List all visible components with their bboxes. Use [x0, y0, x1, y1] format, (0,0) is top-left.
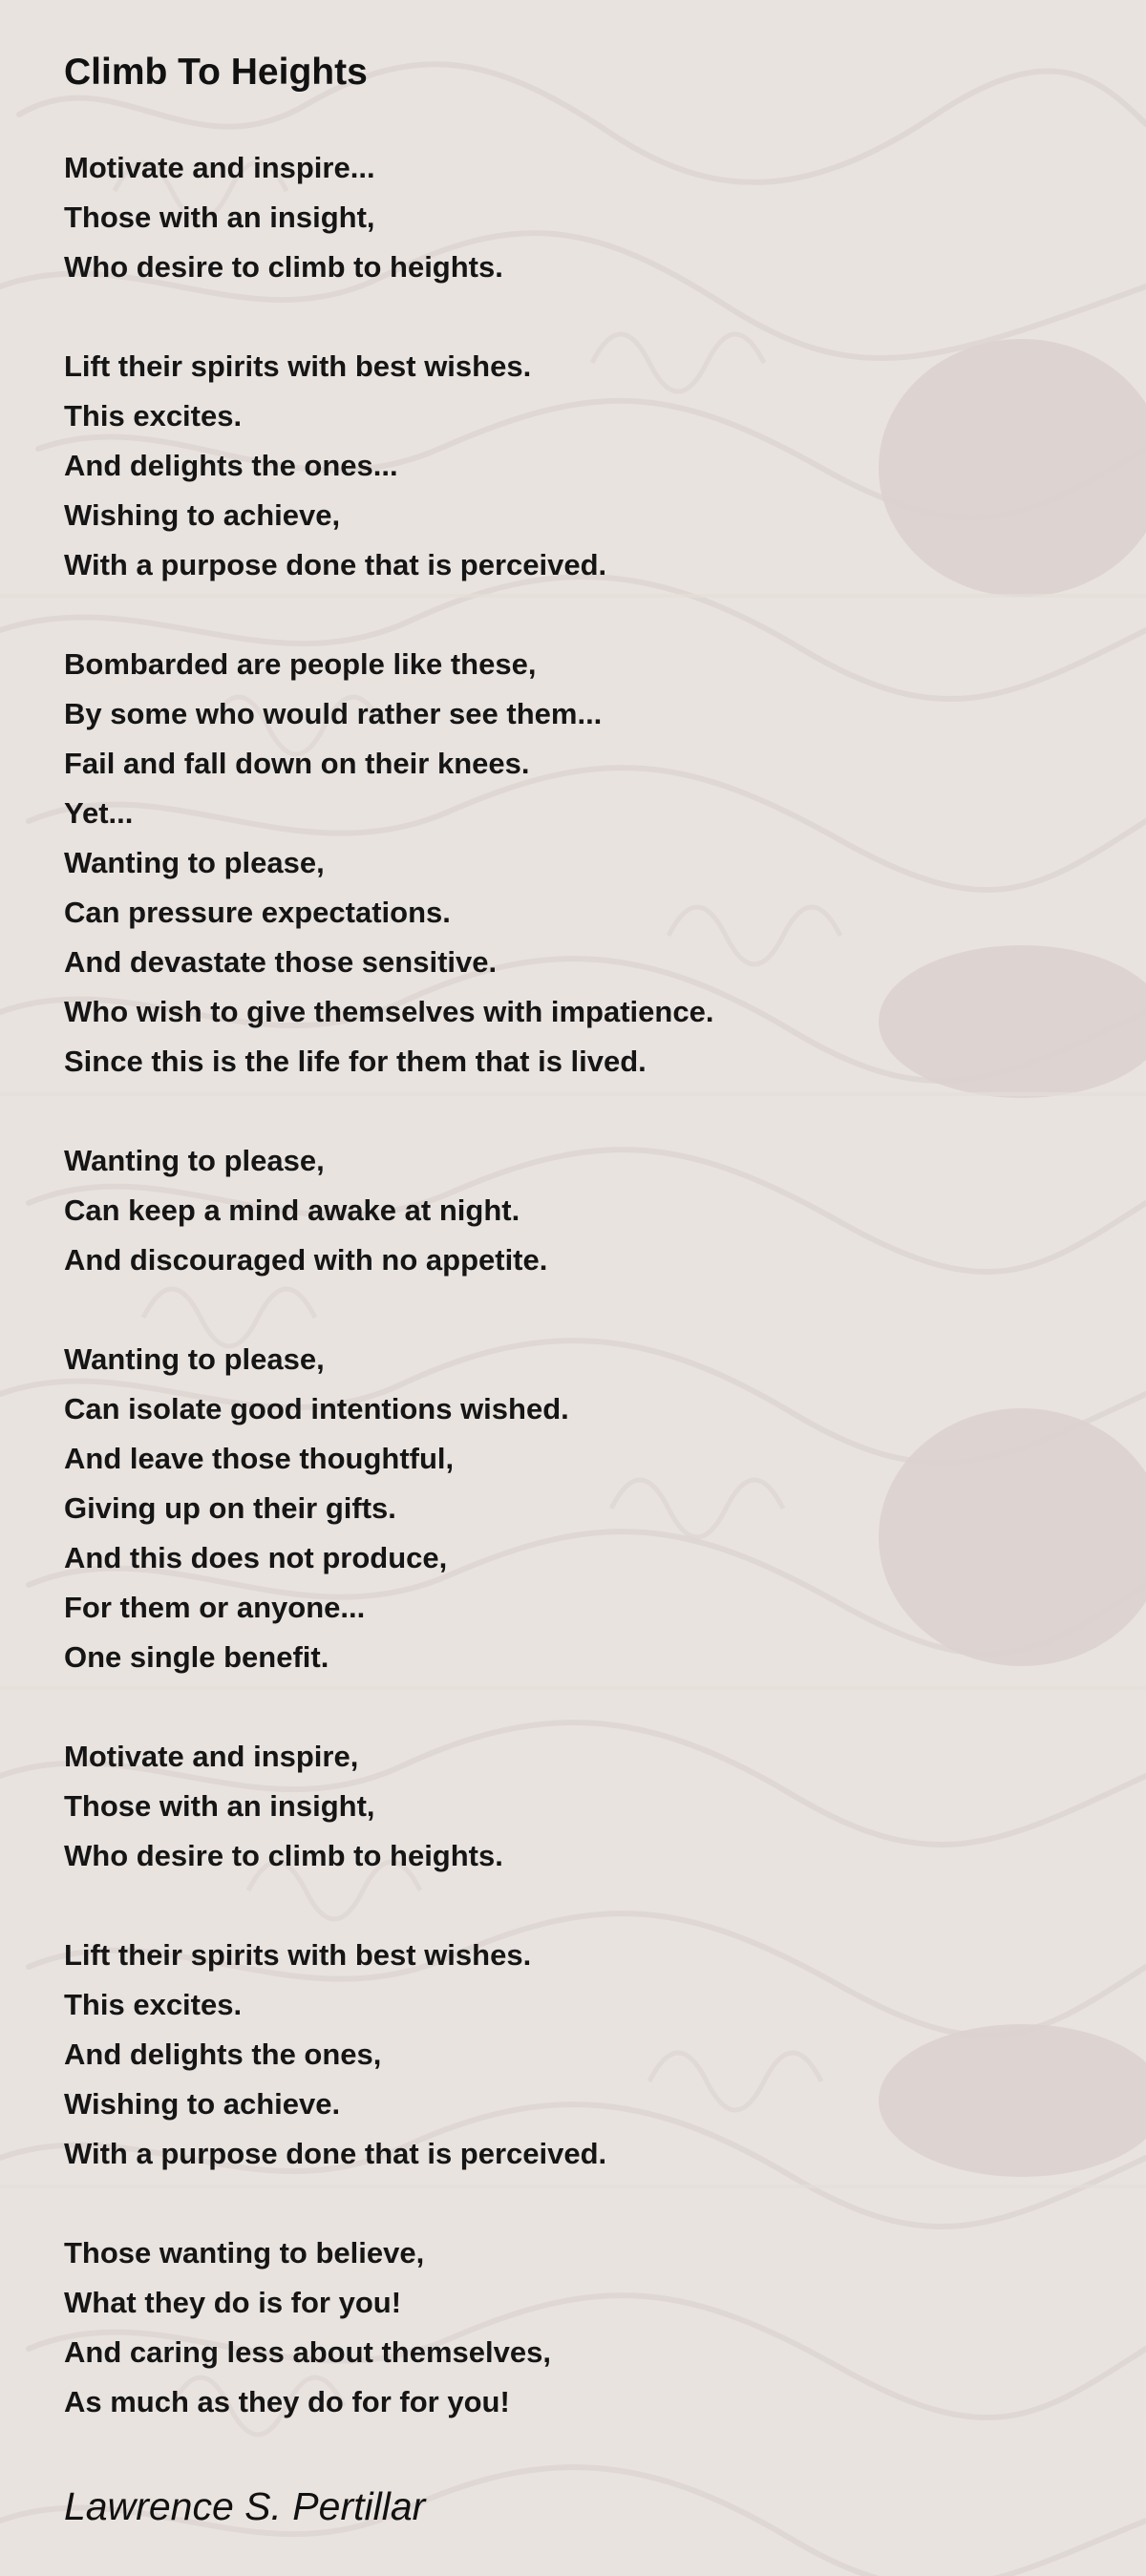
poem-line: Wanting to please, — [64, 846, 325, 879]
poem-line: This excites. — [64, 1988, 243, 2021]
poem-title: Climb To Heights — [64, 52, 368, 93]
poem-line: Can isolate good intentions wished. — [64, 1392, 569, 1425]
poem-line: And devastate those sensitive. — [64, 945, 498, 979]
stanza — [64, 1136, 1095, 1285]
poem-line: Yet... — [64, 796, 134, 830]
poem-line: Bombarded are people like these, — [64, 647, 537, 681]
stanza — [64, 1335, 1095, 1682]
poem-line: Can pressure expectations. — [64, 896, 451, 929]
poem-line: Giving up on their gifts. — [64, 1491, 396, 1525]
stanza — [64, 640, 1095, 1087]
poem-line: Wanting to please, — [64, 1144, 325, 1177]
poem-line: As much as they do for for you! — [64, 2385, 510, 2418]
poem-line: This excites. — [64, 399, 243, 433]
poem-line: Who desire to climb to heights. — [64, 1839, 503, 1872]
poem-line: Who desire to climb to heights. — [64, 250, 503, 284]
poem-line: Those wanting to believe, — [64, 2236, 425, 2270]
poem-line: And delights the ones... — [64, 449, 398, 482]
poem-author: Lawrence S. Pertillar — [64, 2484, 426, 2528]
poem-line: By some who would rather see them... — [64, 697, 603, 730]
poem-line: Who wish to give themselves with impatience. — [64, 995, 714, 1028]
stanza — [64, 1732, 1095, 1881]
stanza-gap — [64, 292, 1095, 342]
poem-line: With a purpose done that is perceived. — [64, 548, 607, 581]
poem-line: Can keep a mind awake at night. — [64, 1193, 520, 1227]
poem-line: With a purpose done that is perceived. — [64, 2137, 607, 2170]
poem-line: Those with an insight, — [64, 1789, 375, 1823]
poem-line: Since this is the life for them that is lived. — [64, 1045, 647, 1078]
poem-line: For them or anyone... — [64, 1591, 366, 1624]
stanza-gap — [64, 590, 1095, 640]
poem-line: Wishing to achieve, — [64, 498, 341, 532]
poem-line: And discouraged with no appetite. — [64, 1243, 548, 1277]
poem-line: Fail and fall down on their knees. — [64, 747, 530, 780]
poem-line: One single benefit. — [64, 1640, 329, 1674]
poem-line: Lift their spirits with best wishes. — [64, 349, 532, 383]
stanza-gap — [64, 1087, 1095, 1136]
stanza — [64, 143, 1095, 292]
poem-line: Those with an insight, — [64, 201, 375, 234]
poem-line: And delights the ones, — [64, 2038, 382, 2071]
stanza — [64, 2228, 1095, 2427]
stanza-gap — [64, 2179, 1095, 2228]
stanza-gap — [64, 1682, 1095, 1732]
poem-line: What they do is for you! — [64, 2286, 402, 2319]
stanza — [64, 342, 1095, 590]
poem-line: And leave those thoughtful, — [64, 1442, 455, 1475]
poem-line: Lift their spirits with best wishes. — [64, 1938, 532, 1972]
poem-line: Wanting to please, — [64, 1342, 325, 1376]
stanza-gap — [64, 1881, 1095, 1931]
poem-line: And caring less about themselves, — [64, 2335, 551, 2369]
poem-line: Motivate and inspire, — [64, 1740, 359, 1773]
poem-body — [64, 143, 1095, 2427]
stanza-gap — [64, 1285, 1095, 1335]
poem-line: Wishing to achieve. — [64, 2087, 341, 2121]
stanza — [64, 1931, 1095, 2179]
poem-line: Motivate and inspire... — [64, 151, 375, 184]
poem-line: And this does not produce, — [64, 1541, 448, 1574]
